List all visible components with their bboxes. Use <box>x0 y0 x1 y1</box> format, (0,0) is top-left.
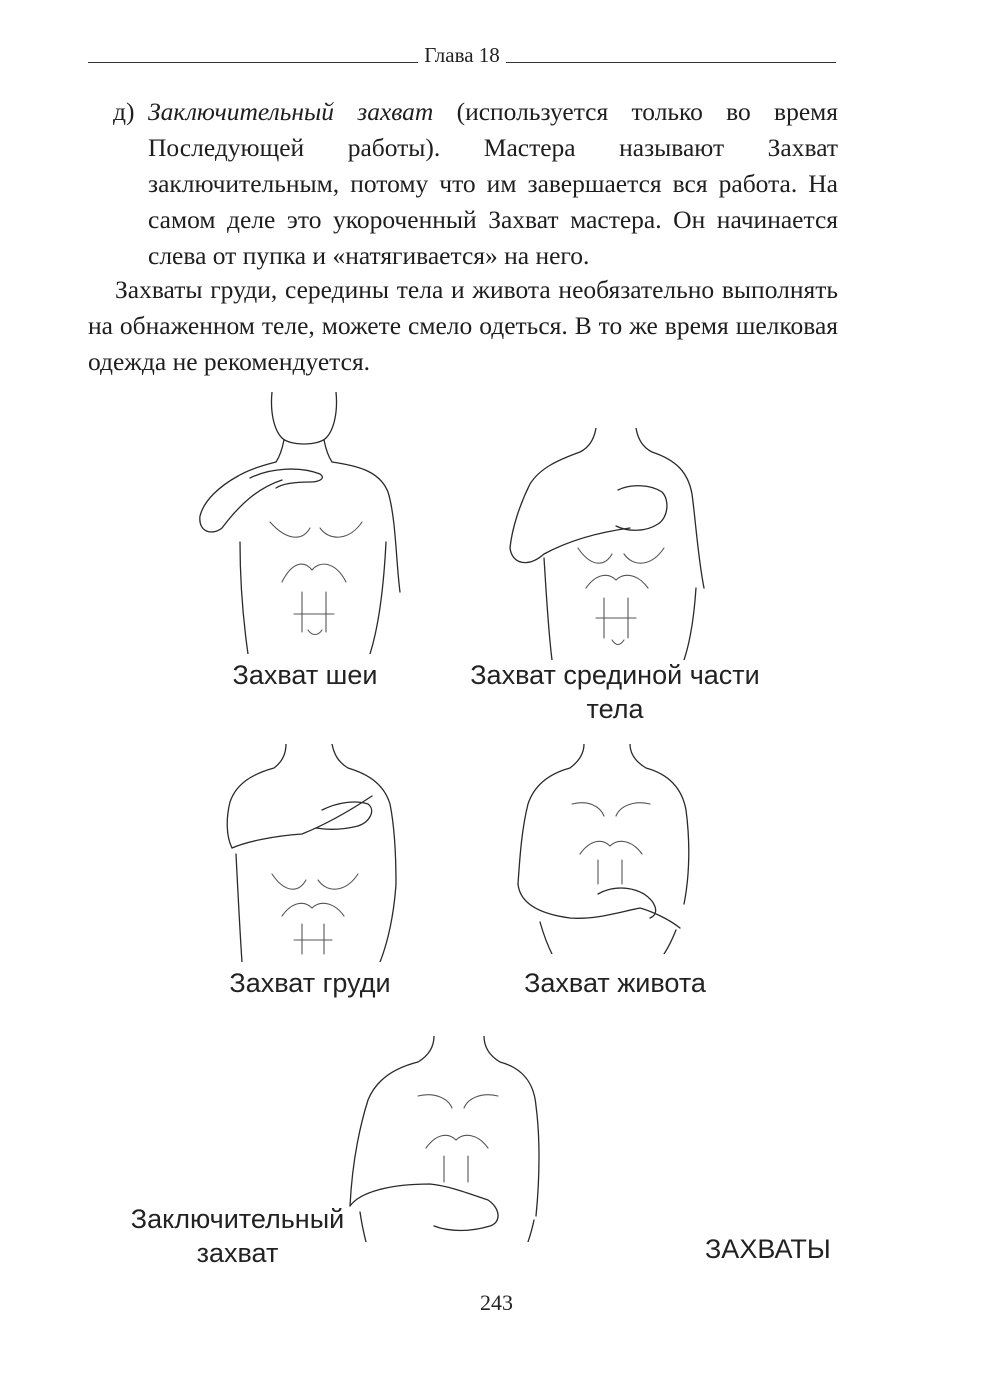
body-paragraph: Захваты груди, середины тела и живота необязательно выполнять на обнаженном теле, можете смело одеться. В то же время шелковая одежда не рекомендуется. <box>88 275 838 376</box>
torso-midbody-hold-illustration <box>500 428 720 660</box>
torso-neck-hold-illustration <box>190 392 420 654</box>
caption-final-hold: Заключительный захват <box>130 1204 345 1268</box>
list-item-text: (используется только во время Последующей работы). Мастера называют Захват заключительным, потому что им завершается вся работа. На самом деле это укороченный Захват мастера. Он начинается слева от пупка и «натягивается» на него. <box>148 97 839 270</box>
list-item-final-hold <box>113 94 838 274</box>
header-rule-left <box>88 62 418 63</box>
caption-belly-hold: Захват живота <box>524 968 706 998</box>
caption-neck-hold: Захват шеи <box>232 660 378 690</box>
list-item-body <box>148 94 838 274</box>
caption-midbody-hold: Захват срединой части тела <box>470 660 760 724</box>
caption-chest-hold: Захват груди <box>229 968 391 998</box>
page-number: 243 <box>480 1290 513 1315</box>
section-label: ЗАХВАТЫ <box>705 1234 831 1264</box>
running-header <box>88 40 836 70</box>
torso-chest-hold-illustration <box>212 744 412 962</box>
chapter-title: Глава 18 <box>424 43 500 67</box>
list-marker: д) <box>113 97 135 126</box>
torso-belly-hold-illustration <box>500 744 710 954</box>
term-final-hold: Заключительный захват <box>148 97 434 126</box>
header-rule-right <box>506 62 836 63</box>
